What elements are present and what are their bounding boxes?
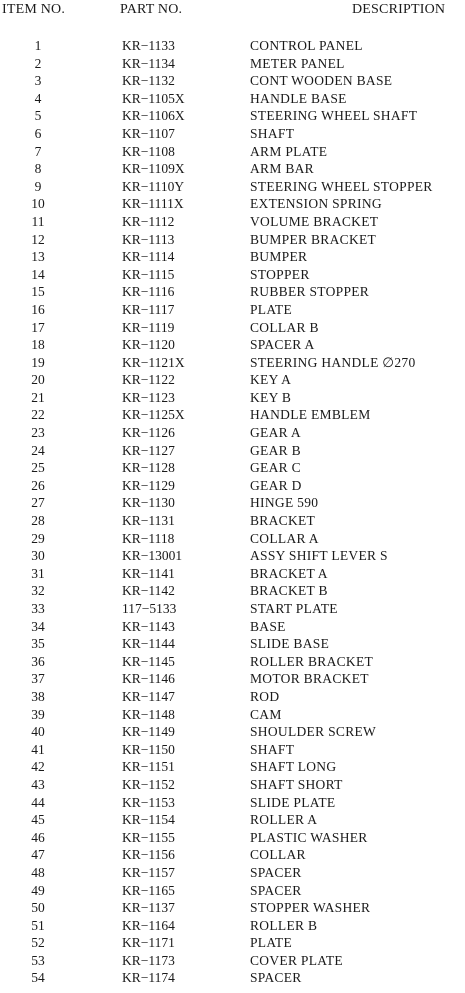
part-no-cell: KR−1113 <box>122 231 175 247</box>
table-row <box>0 512 465 530</box>
item-no-cell: 21 <box>31 389 45 405</box>
part-no-cell: KR−1122 <box>122 372 175 388</box>
part-no-cell: KR−1146 <box>122 671 175 687</box>
table-row <box>0 406 465 424</box>
part-no-cell: KR−1123 <box>122 389 175 405</box>
part-no-cell: KR−1118 <box>122 530 175 546</box>
item-no-cell: 7 <box>34 143 42 159</box>
part-no-cell: KR−1128 <box>122 460 175 476</box>
table-row <box>0 248 465 266</box>
table-row <box>0 424 465 442</box>
part-no-cell: KR−1134 <box>122 55 175 71</box>
description-cell: HANDLE EMBLEM <box>250 407 371 423</box>
item-no-cell: 26 <box>31 477 45 493</box>
table-row <box>0 90 465 108</box>
item-no-cell: 37 <box>31 671 45 687</box>
part-no-cell: KR−1107 <box>122 125 175 141</box>
item-no-cell: 38 <box>31 688 45 704</box>
part-no-cell: KR−1127 <box>122 442 175 458</box>
table-row <box>0 741 465 759</box>
table-row <box>0 354 465 372</box>
item-no-header: ITEM NO. <box>2 2 66 17</box>
item-no-cell: 43 <box>31 776 45 792</box>
description-cell: ROLLER B <box>250 917 318 933</box>
table-row <box>0 618 465 636</box>
description-cell: STEERING HANDLE ∅270 <box>250 354 416 370</box>
description-cell: SHAFT LONG <box>250 759 337 775</box>
table-row <box>0 283 465 301</box>
item-no-cell: 1 <box>34 38 42 53</box>
part-no-cell: KR−1112 <box>122 213 175 229</box>
item-no-cell: 46 <box>31 829 45 845</box>
description-cell: ASSY SHIFT LEVER S <box>250 548 388 564</box>
table-row <box>0 635 465 653</box>
table-row <box>0 477 465 495</box>
part-no-cell: KR−1164 <box>122 917 175 933</box>
part-no-cell: KR−1149 <box>122 724 175 740</box>
item-no-cell: 36 <box>31 653 45 669</box>
part-no-cell: KR−1126 <box>122 425 175 441</box>
part-no-cell: KR−1165 <box>122 882 175 898</box>
part-no-cell: KR−1153 <box>122 794 175 810</box>
part-no-cell: KR−1142 <box>122 583 175 599</box>
table-row <box>0 829 465 847</box>
description-cell: ROLLER BRACKET <box>250 653 374 669</box>
item-no-cell: 16 <box>31 301 45 317</box>
part-no-cell: KR−1154 <box>122 812 175 828</box>
description-cell: STOPPER WASHER <box>250 900 371 916</box>
description-cell: SHAFT <box>250 125 295 141</box>
table-row <box>0 846 465 864</box>
part-no-cell: KR−1143 <box>122 618 175 634</box>
description-cell: COVER PLATE <box>250 952 343 968</box>
item-no-cell: 5 <box>34 108 42 124</box>
item-no-cell: 50 <box>31 900 45 916</box>
description-cell: SPACER <box>250 970 302 986</box>
table-row <box>0 917 465 935</box>
description-cell: SLIDE BASE <box>250 636 330 652</box>
part-no-cell: KR−1144 <box>122 636 175 652</box>
description-cell: SLIDE PLATE <box>250 794 336 810</box>
part-no-cell: KR−1131 <box>122 513 175 529</box>
part-no-cell: KR−1117 <box>122 301 175 317</box>
part-no-cell: KR−13001 <box>122 548 183 564</box>
table-row <box>0 758 465 776</box>
part-no-cell: KR−1114 <box>122 249 175 265</box>
description-cell: BRACKET A <box>250 565 328 581</box>
description-cell: GEAR A <box>250 425 301 441</box>
table-row <box>0 952 465 970</box>
item-no-cell: 48 <box>31 864 45 880</box>
description-cell: KEY B <box>250 389 292 405</box>
part-no-cell: KR−1125X <box>122 407 185 423</box>
table-row <box>0 389 465 407</box>
item-no-cell: 47 <box>31 847 45 863</box>
description-cell: PLATE <box>250 935 292 951</box>
item-no-cell: 51 <box>31 917 45 933</box>
item-no-cell: 19 <box>31 354 45 370</box>
item-no-cell: 24 <box>31 442 45 458</box>
table-row <box>0 160 465 178</box>
description-cell: CONT WOODEN BASE <box>250 73 393 89</box>
description-cell: COLLAR <box>250 847 306 863</box>
part-no-cell: KR−1132 <box>122 73 175 89</box>
item-no-cell: 23 <box>31 425 45 441</box>
item-no-cell: 39 <box>31 706 45 722</box>
table-row <box>0 706 465 724</box>
part-no-cell: KR−1150 <box>122 741 175 757</box>
table-row <box>0 600 465 618</box>
table-row <box>0 301 465 319</box>
table-row <box>0 143 465 161</box>
part-no-cell: KR−1141 <box>122 565 175 581</box>
item-no-cell: 10 <box>31 196 45 212</box>
table-row <box>0 653 465 671</box>
description-cell: RUBBER STOPPER <box>250 284 370 300</box>
part-no-cell: KR−1173 <box>122 952 175 968</box>
description-cell: BUMPER <box>250 249 308 265</box>
description-cell: MOTOR BRACKET <box>250 671 369 687</box>
part-no-cell: KR−1119 <box>122 319 175 335</box>
part-no-cell: KR−1148 <box>122 706 175 722</box>
item-no-cell: 45 <box>31 812 45 828</box>
table-row <box>0 776 465 794</box>
description-cell: KEY A <box>250 372 292 388</box>
table-row <box>0 882 465 900</box>
part-no-cell: KR−1155 <box>122 829 175 845</box>
item-no-cell: 35 <box>31 636 45 652</box>
item-no-cell: 8 <box>34 161 42 177</box>
part-no-cell: KR−1121X <box>122 354 185 370</box>
table-row <box>0 811 465 829</box>
item-no-cell: 20 <box>31 372 45 388</box>
description-cell: GEAR D <box>250 477 302 493</box>
part-no-cell: KR−1137 <box>122 900 175 916</box>
description-cell: SPACER <box>250 864 302 880</box>
part-no-cell: KR−1157 <box>122 864 175 880</box>
description-cell: SHOULDER SCREW <box>250 724 377 740</box>
part-no-cell: KR−1130 <box>122 495 175 511</box>
item-no-cell: 14 <box>31 266 45 282</box>
description-cell: SHAFT SHORT <box>250 776 343 792</box>
item-no-cell: 33 <box>31 601 45 616</box>
item-no-cell: 2 <box>34 55 42 71</box>
description-cell: COLLAR A <box>250 530 319 546</box>
table-row <box>0 723 465 741</box>
description-cell: COLLAR B <box>250 319 319 335</box>
part-no-cell: KR−1116 <box>122 284 175 300</box>
table-row <box>0 319 465 337</box>
table-row <box>0 442 465 460</box>
item-no-cell: 3 <box>34 73 42 89</box>
description-cell: STEERING WHEEL STOPPER <box>250 178 433 194</box>
part-no-cell: KR−1110Y <box>122 178 185 194</box>
item-no-cell: 53 <box>31 952 45 968</box>
description-cell: BRACKET <box>250 513 316 529</box>
part-no-cell: KR−1111X <box>122 196 184 212</box>
item-no-cell: 41 <box>31 741 45 757</box>
item-no-cell: 27 <box>31 495 45 511</box>
part-no-cell: KR−1152 <box>122 776 175 792</box>
part-no-header: PART NO. <box>120 2 183 17</box>
item-no-cell: 4 <box>34 90 42 106</box>
item-no-cell: 12 <box>31 231 45 247</box>
table-row <box>0 107 465 125</box>
table-row <box>0 72 465 90</box>
table-row <box>0 37 465 55</box>
item-no-cell: 29 <box>31 530 45 546</box>
table-row <box>0 670 465 688</box>
item-no-cell: 25 <box>31 460 45 476</box>
description-cell: HANDLE BASE <box>250 90 347 106</box>
description-cell: PLASTIC WASHER <box>250 829 368 845</box>
description-cell: STOPPER <box>250 266 310 282</box>
part-no-cell: KR−1145 <box>122 653 175 669</box>
description-cell: VOLUME BRACKET <box>250 213 379 229</box>
description-cell: EXTENSION SPRING <box>250 196 382 212</box>
table-row <box>0 530 465 548</box>
table-row <box>0 565 465 583</box>
table-row <box>0 125 465 143</box>
description-cell: SHAFT <box>250 741 295 757</box>
table-row <box>0 688 465 706</box>
description-cell: METER PANEL <box>250 55 345 71</box>
description-cell: HINGE 590 <box>250 495 319 511</box>
item-no-cell: 31 <box>31 565 45 581</box>
item-no-cell: 49 <box>31 882 45 898</box>
part-no-cell: KR−1171 <box>122 935 175 951</box>
part-no-cell: KR−1151 <box>122 759 175 775</box>
table-row <box>0 582 465 600</box>
table-row <box>0 864 465 882</box>
item-no-cell: 40 <box>31 724 45 740</box>
table-row <box>0 178 465 196</box>
part-no-cell: KR−1105X <box>122 90 185 106</box>
item-no-cell: 9 <box>34 178 42 194</box>
description-cell: GEAR C <box>250 460 301 476</box>
part-no-cell: 117−5133 <box>122 601 177 616</box>
table-row <box>0 55 465 73</box>
part-no-cell: KR−1133 <box>122 38 175 53</box>
description-cell: GEAR B <box>250 442 301 458</box>
item-no-cell: 54 <box>31 970 45 986</box>
item-no-cell: 52 <box>31 935 45 951</box>
description-cell: BUMPER BRACKET <box>250 231 377 247</box>
table-row <box>0 371 465 389</box>
table-row <box>0 969 465 987</box>
table-row <box>0 899 465 917</box>
table-row <box>0 336 465 354</box>
description-cell: SPACER A <box>250 337 315 353</box>
part-no-cell: KR−1156 <box>122 847 175 863</box>
description-header: DESCRIPTION <box>352 2 446 17</box>
item-no-cell: 15 <box>31 284 45 300</box>
item-no-cell: 11 <box>31 213 45 229</box>
table-row <box>0 934 465 952</box>
description-cell: BRACKET B <box>250 583 328 599</box>
table-row <box>0 494 465 512</box>
item-no-cell: 44 <box>31 794 45 810</box>
description-cell: STEERING WHEEL SHAFT <box>250 108 418 124</box>
part-no-cell: KR−1115 <box>122 266 175 282</box>
table-row <box>0 459 465 477</box>
part-no-cell: KR−1174 <box>122 970 175 986</box>
part-no-cell: KR−1109X <box>122 161 185 177</box>
item-no-cell: 18 <box>31 337 45 353</box>
description-cell: SPACER <box>250 882 302 898</box>
description-cell: BASE <box>250 618 286 634</box>
part-no-cell: KR−1147 <box>122 688 175 704</box>
part-no-cell: KR−1120 <box>122 337 175 353</box>
description-cell: PLATE <box>250 301 292 317</box>
item-no-cell: 42 <box>31 759 45 775</box>
part-no-cell: KR−1106X <box>122 108 185 124</box>
description-cell: ARM BAR <box>250 161 314 177</box>
table-row <box>0 195 465 213</box>
description-cell: ARM PLATE <box>250 143 328 159</box>
table-row <box>0 266 465 284</box>
item-no-cell: 34 <box>31 618 45 634</box>
description-cell: START PLATE <box>250 601 338 616</box>
description-cell: CAM <box>250 706 282 722</box>
table-row <box>0 231 465 249</box>
description-cell: CONTROL PANEL <box>250 38 363 53</box>
part-no-cell: KR−1129 <box>122 477 175 493</box>
description-cell: ROD <box>250 688 280 704</box>
parts-table <box>0 37 465 987</box>
item-no-cell: 30 <box>31 548 45 564</box>
item-no-cell: 13 <box>31 249 45 265</box>
table-row <box>0 213 465 231</box>
part-no-cell: KR−1108 <box>122 143 175 159</box>
item-no-cell: 28 <box>31 513 45 529</box>
item-no-cell: 22 <box>31 407 45 423</box>
item-no-cell: 6 <box>34 125 42 141</box>
item-no-cell: 17 <box>31 319 45 335</box>
table-row <box>0 794 465 812</box>
description-cell: ROLLER A <box>250 812 318 828</box>
item-no-cell: 32 <box>31 583 45 599</box>
table-row <box>0 547 465 565</box>
